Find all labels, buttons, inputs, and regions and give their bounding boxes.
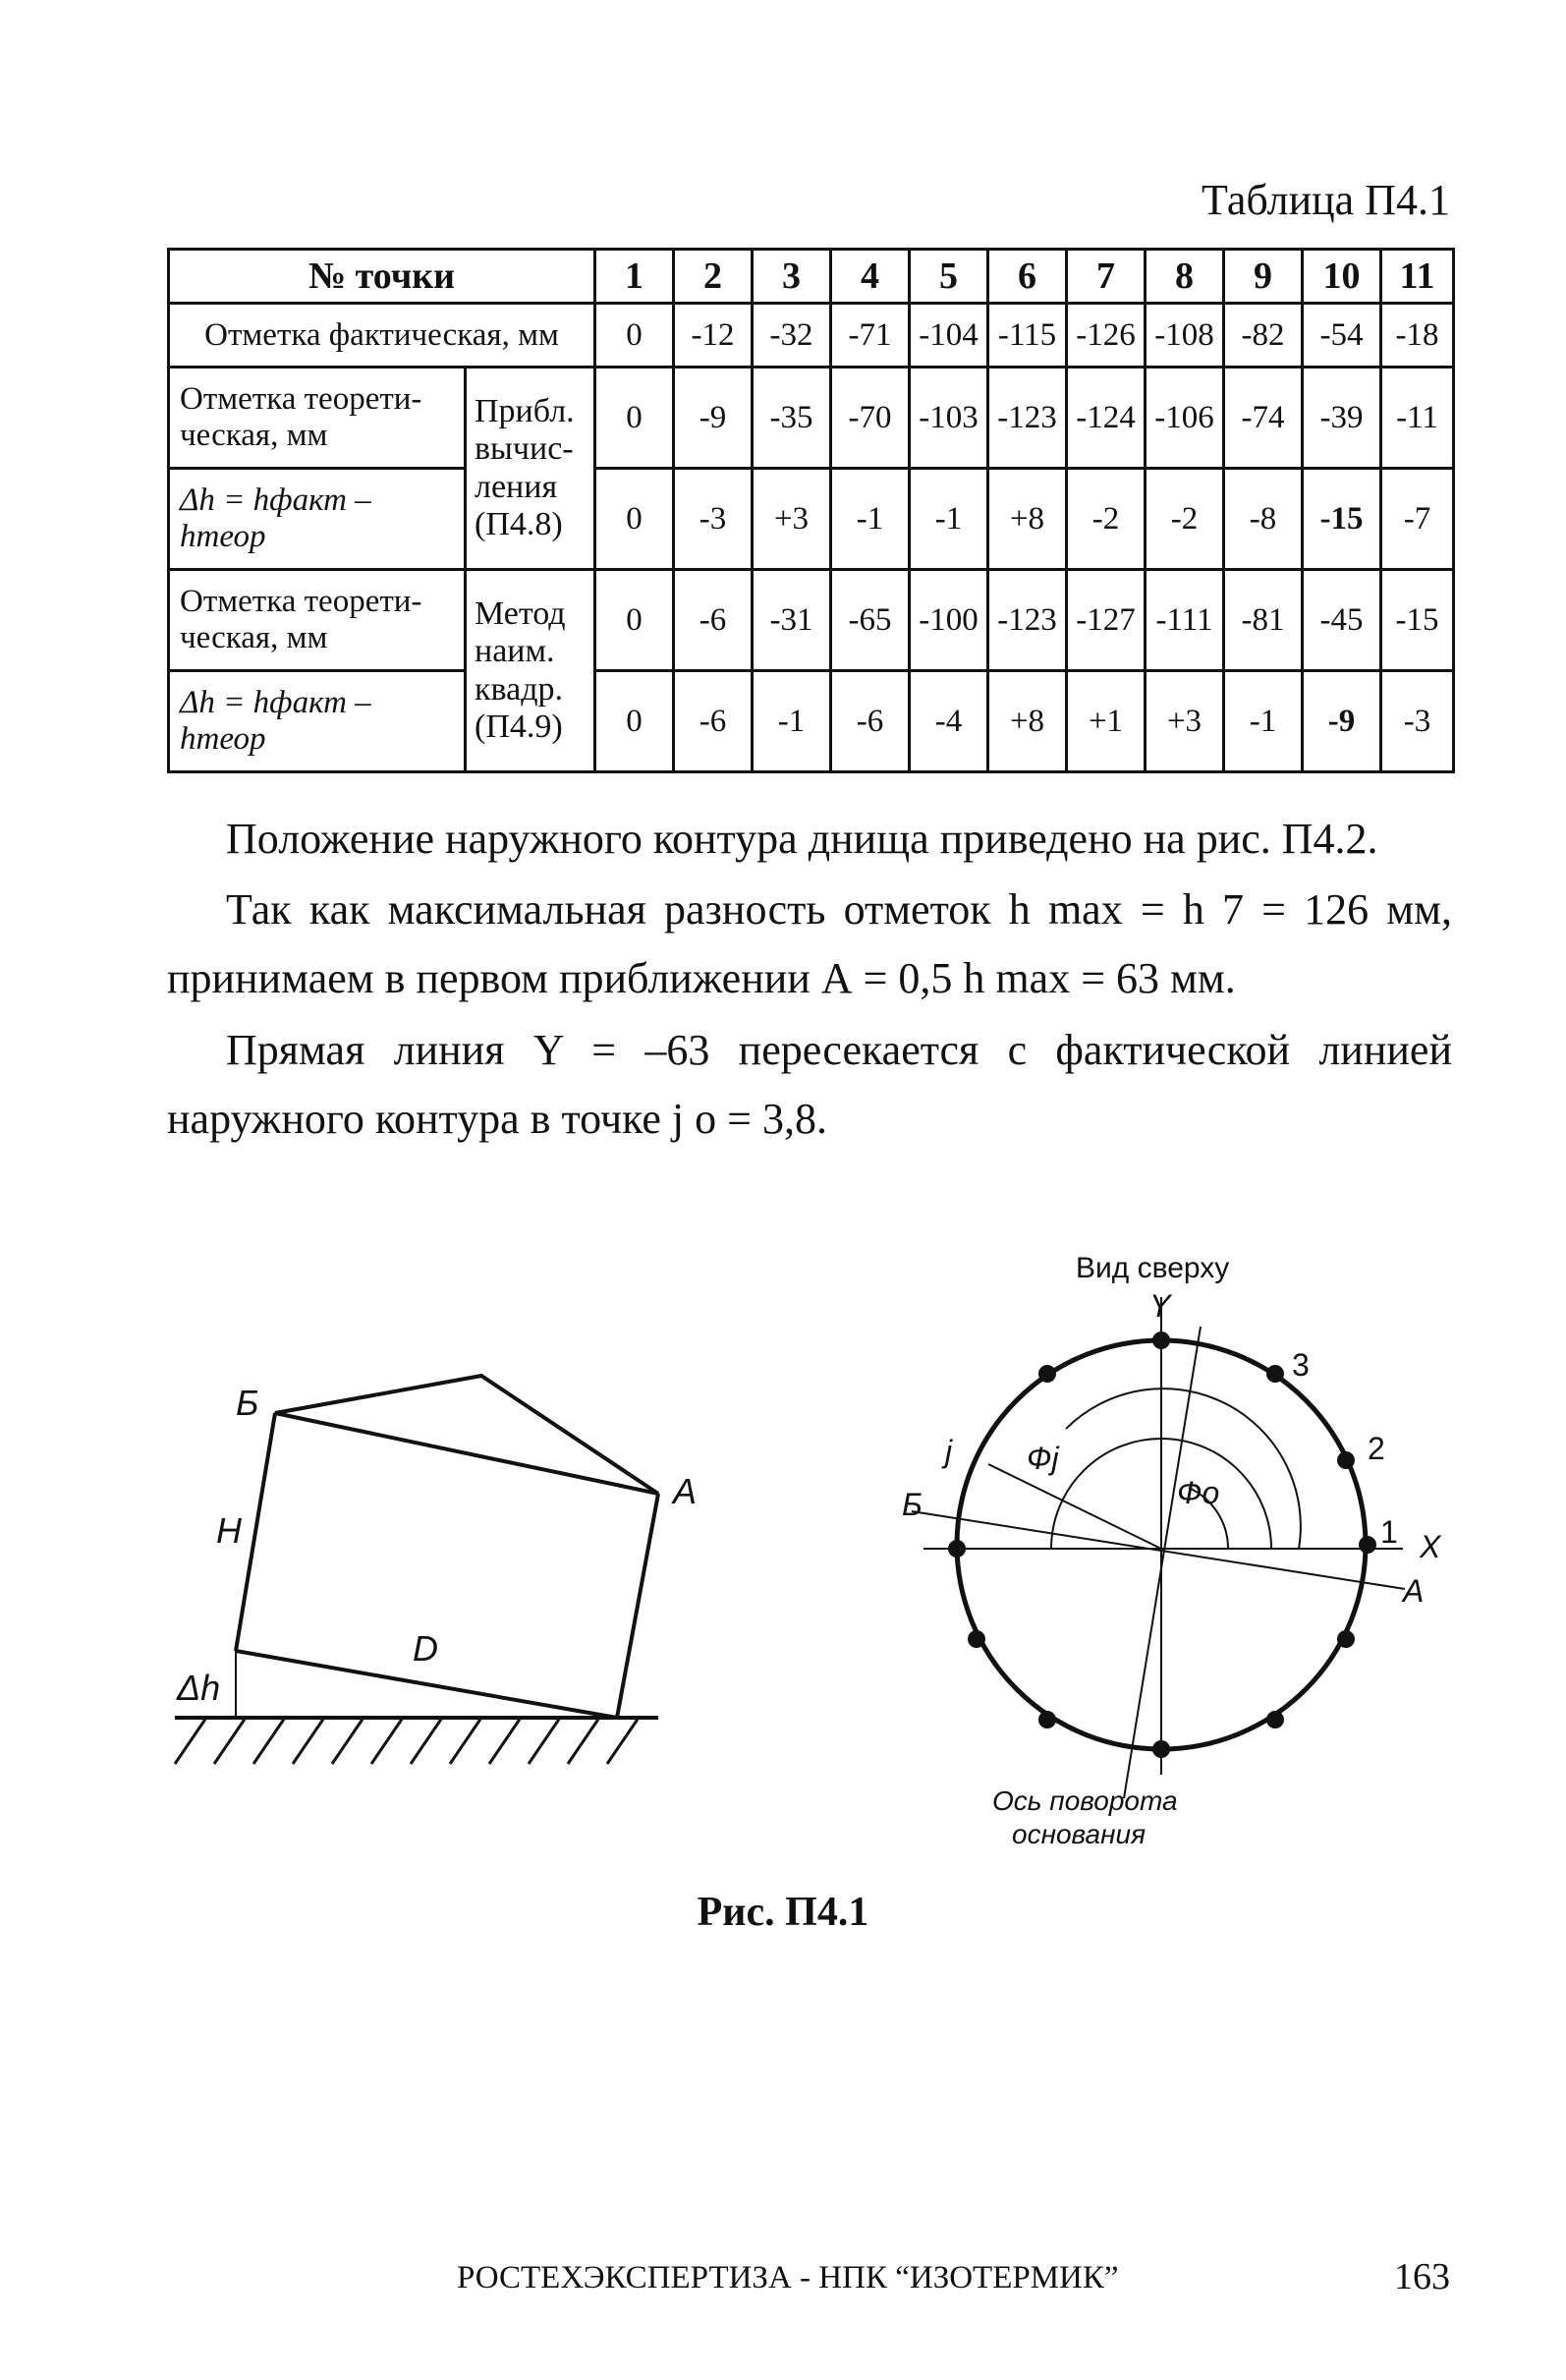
row-label-actual: Отметка фактическая, мм	[169, 304, 595, 368]
label-point-2: 2	[1368, 1431, 1385, 1466]
cell: -65	[831, 570, 910, 671]
point-dot	[1038, 1711, 1056, 1728]
side-edge-right	[617, 1494, 658, 1718]
cell: -1	[831, 469, 910, 570]
cell: -2	[1067, 469, 1146, 570]
cell: +3	[1146, 671, 1224, 772]
point-dot	[1038, 1365, 1056, 1383]
label-h: Н	[216, 1510, 242, 1551]
label-point-3: 3	[1292, 1347, 1310, 1383]
table-row-actual	[169, 304, 1454, 368]
cell: -126	[1067, 304, 1146, 368]
top-view-title: Вид сверху	[1076, 1252, 1230, 1284]
point-dot	[1266, 1711, 1284, 1728]
point-dot	[1266, 1365, 1284, 1383]
table-row-dh-lsq	[169, 671, 1454, 772]
label-phi-j: Фj	[1027, 1441, 1059, 1476]
arc-phi-j	[1066, 1388, 1301, 1549]
table-caption: Таблица П4.1	[1202, 176, 1450, 224]
j-ray	[988, 1464, 1161, 1549]
point-dot	[948, 1540, 966, 1558]
arc-phi-o-inner	[1051, 1439, 1161, 1549]
side-edge-left	[236, 1413, 275, 1651]
cell: +8	[988, 469, 1067, 570]
cell: -32	[753, 304, 831, 368]
line-b-a	[912, 1511, 1405, 1589]
cell: +3	[753, 469, 831, 570]
point-dot	[1152, 1332, 1170, 1349]
figure-p4-1	[0, 1218, 1566, 1887]
paragraph-1: Положение наружного контура днища приведено на рис. П4.2.	[226, 815, 1378, 863]
paragraph-3-line-2: наружного контура в точке j o = 3,8.	[167, 1095, 827, 1143]
cell: 0	[595, 671, 674, 772]
cell: -82	[1224, 304, 1303, 368]
page-number: 163	[1394, 2256, 1450, 2297]
point-dot	[1337, 1451, 1355, 1469]
cell: -81	[1224, 570, 1303, 671]
cell: -1	[1224, 671, 1303, 772]
table-header-row	[169, 250, 1454, 304]
cell: -127	[1067, 570, 1146, 671]
data-table	[167, 248, 1455, 773]
label-point-1: 1	[1380, 1514, 1398, 1550]
point-dot	[1152, 1740, 1170, 1758]
table-row-theor-approx	[169, 368, 1454, 469]
cell: -115	[988, 304, 1067, 368]
cell: -39	[1303, 368, 1381, 469]
cell: +8	[988, 671, 1067, 772]
axis-caption-1: Ось поворота	[992, 1785, 1178, 1816]
header-point: 1	[595, 250, 674, 304]
cell: -123	[988, 368, 1067, 469]
header-point: 9	[1224, 250, 1303, 304]
cell: +1	[1067, 671, 1146, 772]
label-x: X	[1420, 1529, 1441, 1564]
point-dot	[1337, 1630, 1355, 1648]
cell: -11	[1381, 368, 1454, 469]
cell: 0	[595, 304, 674, 368]
cell: -7	[1381, 469, 1454, 570]
cell: -35	[753, 368, 831, 469]
header-point: 2	[674, 250, 753, 304]
label-d: D	[413, 1628, 438, 1669]
cell: 0	[595, 570, 674, 671]
header-point: 11	[1381, 250, 1454, 304]
row-label-dh: Δh = hфакт – hтеор	[169, 671, 466, 772]
cell: -103	[910, 368, 988, 469]
cell: -54	[1303, 304, 1381, 368]
cell: -12	[674, 304, 753, 368]
header-point: 4	[831, 250, 910, 304]
cell: -71	[831, 304, 910, 368]
cell: -15	[1303, 469, 1381, 570]
header-point: 5	[910, 250, 988, 304]
cell: -104	[910, 304, 988, 368]
label-dh: Δh	[177, 1668, 221, 1708]
cell: -6	[831, 671, 910, 772]
paragraph-2-line-1: Так как максимальная разность отметок h max = h 7 = 126 мм,	[226, 885, 1452, 934]
label-j: j	[945, 1434, 953, 1469]
ground-hatching	[175, 1718, 639, 1764]
tilted-foundation-diagram	[175, 1376, 658, 1764]
cell: -6	[674, 671, 753, 772]
cell: -1	[910, 469, 988, 570]
label-phi-o: Фо	[1177, 1475, 1220, 1510]
method-lsq: Метод наим. квадр. (П4.9)	[466, 570, 595, 772]
label-a-right: А	[1403, 1573, 1425, 1609]
table-row-dh-approx	[169, 469, 1454, 570]
header-point: 3	[753, 250, 831, 304]
label-y: Y	[1149, 1288, 1171, 1324]
header-point: 10	[1303, 250, 1381, 304]
header-point: 8	[1146, 250, 1224, 304]
cell: -2	[1146, 469, 1224, 570]
cell: -111	[1146, 570, 1224, 671]
header-point: 7	[1067, 250, 1146, 304]
cell: -3	[674, 469, 753, 570]
cell: -100	[910, 570, 988, 671]
cell: -31	[753, 570, 831, 671]
cell: -108	[1146, 304, 1224, 368]
header-label: № точки	[169, 250, 595, 304]
cell: 0	[595, 469, 674, 570]
cell: -9	[1303, 671, 1381, 772]
axis-caption-2: основания	[1012, 1819, 1147, 1849]
cell: -45	[1303, 570, 1381, 671]
cell: -4	[910, 671, 988, 772]
point-dot	[1359, 1536, 1376, 1554]
cell: -106	[1146, 368, 1224, 469]
paragraph-3-line-1: Прямая линия Y = –63 пересекается с фактической линией	[226, 1026, 1452, 1074]
cell: -18	[1381, 304, 1454, 368]
row-label-theor: Отметка теорети-ческая, мм	[169, 368, 466, 469]
cell: -124	[1067, 368, 1146, 469]
row-label-dh: Δh = hфакт – hтеор	[169, 469, 466, 570]
label-b-left: Б	[236, 1383, 259, 1423]
cell: -15	[1381, 570, 1454, 671]
cell: -9	[674, 368, 753, 469]
cell: -8	[1224, 469, 1303, 570]
cell: 0	[595, 368, 674, 469]
cell: -6	[674, 570, 753, 671]
label-a-left: А	[673, 1471, 698, 1511]
cell: -3	[1381, 671, 1454, 772]
cell: -74	[1224, 368, 1303, 469]
point-dot	[968, 1630, 985, 1648]
footer-publisher: РОСТЕХЭКСПЕРТИЗА - НПК “ИЗОТЕРМИК”	[457, 2260, 1119, 2295]
cell: -70	[831, 368, 910, 469]
paragraph-2-line-2: принимаем в первом приближении А = 0,5 h max = 63 мм.	[167, 954, 1236, 1002]
table-row-theor-lsq	[169, 570, 1454, 671]
row-label-theor: Отметка теорети-ческая, мм	[169, 570, 466, 671]
cell: -1	[753, 671, 831, 772]
cell: -123	[988, 570, 1067, 671]
figure-title: Рис. П4.1	[697, 1890, 869, 1935]
method-approx: Прибл. вычис-ления (П4.8)	[466, 368, 595, 570]
top-triangle	[275, 1376, 658, 1494]
top-view-diagram	[912, 1297, 1405, 1798]
label-b-right: Б	[902, 1487, 923, 1522]
header-point: 6	[988, 250, 1067, 304]
